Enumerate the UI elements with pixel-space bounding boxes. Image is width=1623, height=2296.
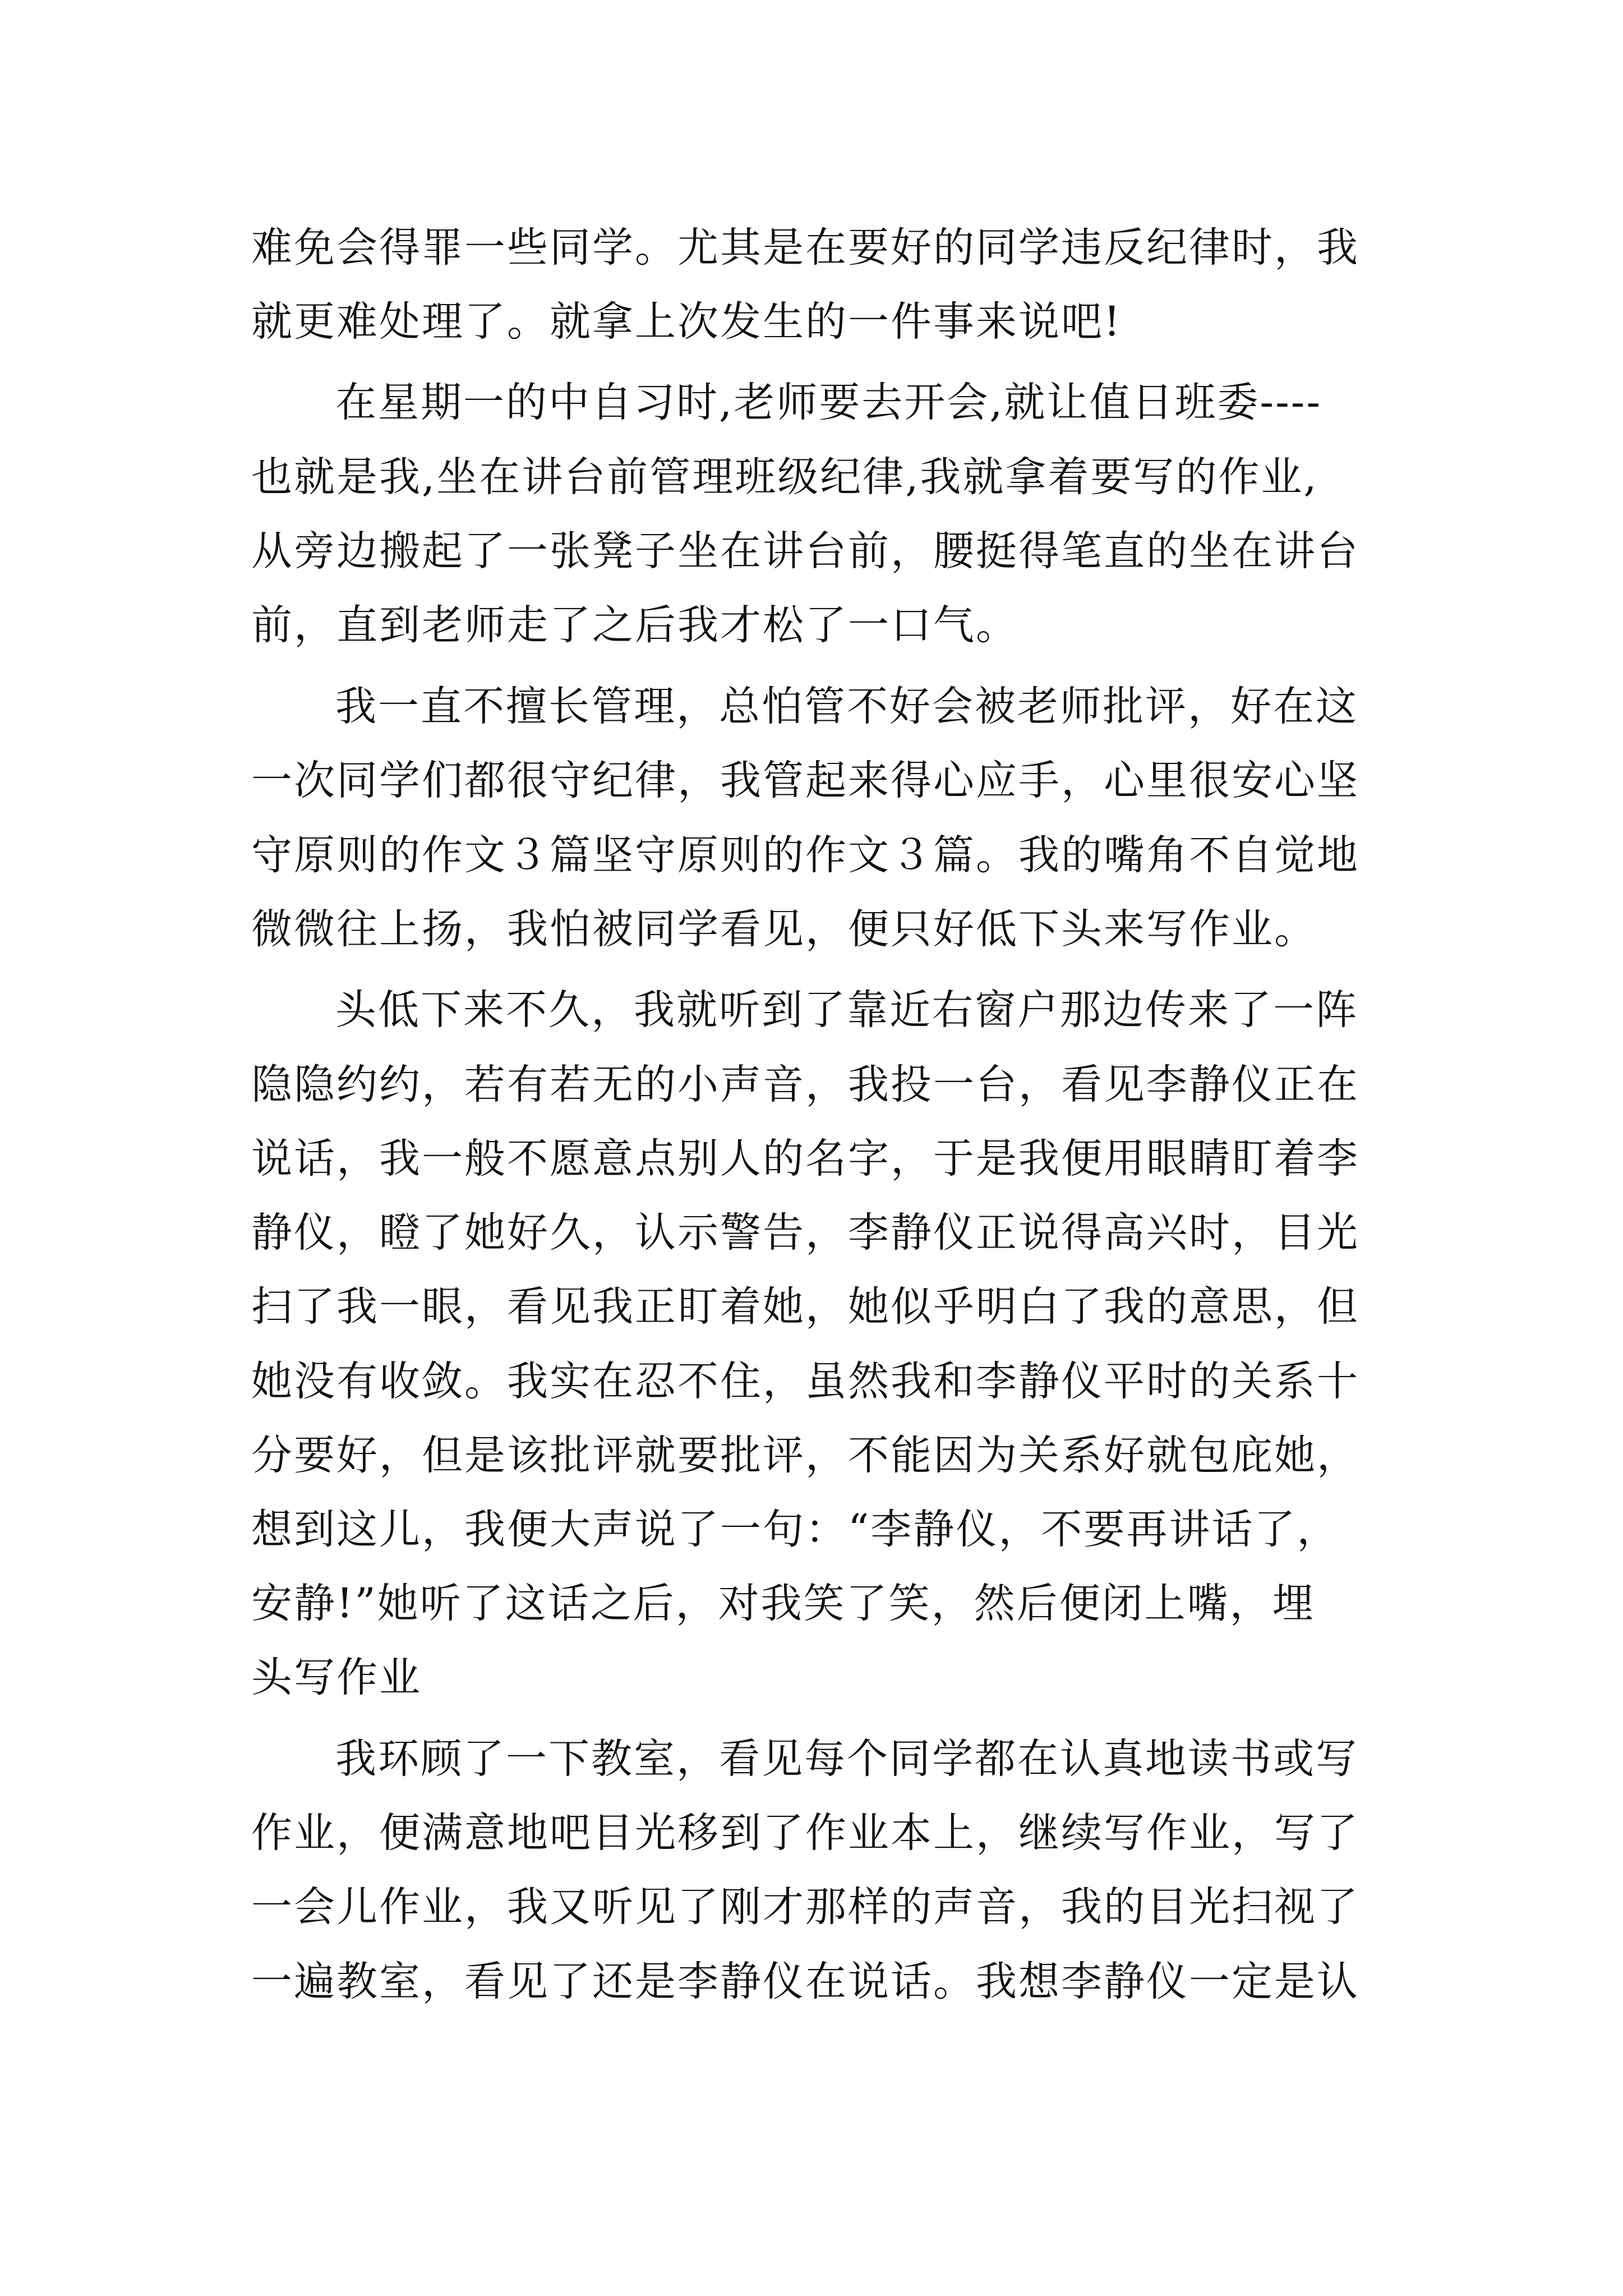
text-line: 前，直到老师走了之后我才松了一口气。 [251, 601, 1018, 649]
paragraph-first-line: 在星期一的中自习时,老师要去开会,就让值日班委---- [335, 379, 1322, 426]
paragraph-first-line: 头低下来不久，我就听到了靠近右窗户那边传来了一阵 [335, 986, 1358, 1034]
text-line: 一次同学们都很守纪律，我管起来得心应手，心里很安心坚 [251, 757, 1359, 804]
text-line: 微微往上扬，我怕被同学看见，便只好低下头来写作业。 [251, 905, 1317, 953]
paragraph-first-line: 我环顾了一下教室，看见每个同学都在认真地读书或写 [335, 1735, 1358, 1783]
text-line: 隐隐约约，若有若无的小声音，我投一台，看见李静仪正在 [251, 1061, 1359, 1108]
text-line: 就更难处理了。就拿上次发生的一件事来说吧! [251, 298, 1122, 346]
text-line: 一会儿作业，我又听见了刚才那样的声音，我的目光扫视了 [251, 1883, 1359, 1931]
text-line: 作业，便满意地吧目光移到了作业本上，继续写作业，写了 [251, 1809, 1359, 1857]
text-line: 一遍教室，看见了还是李静仪在说话。我想李静仪一定是认 [251, 1958, 1359, 2005]
text-line: 难免会得罪一些同学。尤其是在要好的同学违反纪律时，我 [251, 224, 1359, 272]
text-line: 头写作业 [251, 1654, 422, 1701]
text-line: 守原则的作文３篇坚守原则的作文３篇。我的嘴角不自觉地 [251, 831, 1359, 879]
text-line: 想到这儿，我便大声说了一句：“李静仪，不要再讲话了， [251, 1506, 1340, 1553]
text-line: 也就是我,坐在讲台前管理班级纪律,我就拿着要写的作业, [251, 453, 1318, 501]
text-line: 说话，我一般不愿意点别人的名字，于是我便用眼睛盯着李 [251, 1135, 1359, 1182]
text-line: 静仪，瞪了她好久，认示警告，李静仪正说得高兴时，目光 [251, 1209, 1359, 1257]
text-line: 扫了我一眼，看见我正盯着她，她似乎明白了我的意思，但 [251, 1283, 1359, 1331]
text-line: 安静!”她听了这话之后，对我笑了笑，然后便闭上嘴，埋 [251, 1580, 1315, 1627]
text-line: 分要好，但是该批评就要批评，不能因为关系好就包庇她， [251, 1432, 1359, 1479]
paragraph-first-line: 我一直不擅长管理，总怕管不好会被老师批评，好在这 [335, 683, 1358, 730]
text-line: 从旁边搬起了一张凳子坐在讲台前，腰挺得笔直的坐在讲台 [251, 527, 1359, 575]
text-line: 她没有收敛。我实在忍不住，虽然我和李静仪平时的关系十 [251, 1358, 1359, 1405]
